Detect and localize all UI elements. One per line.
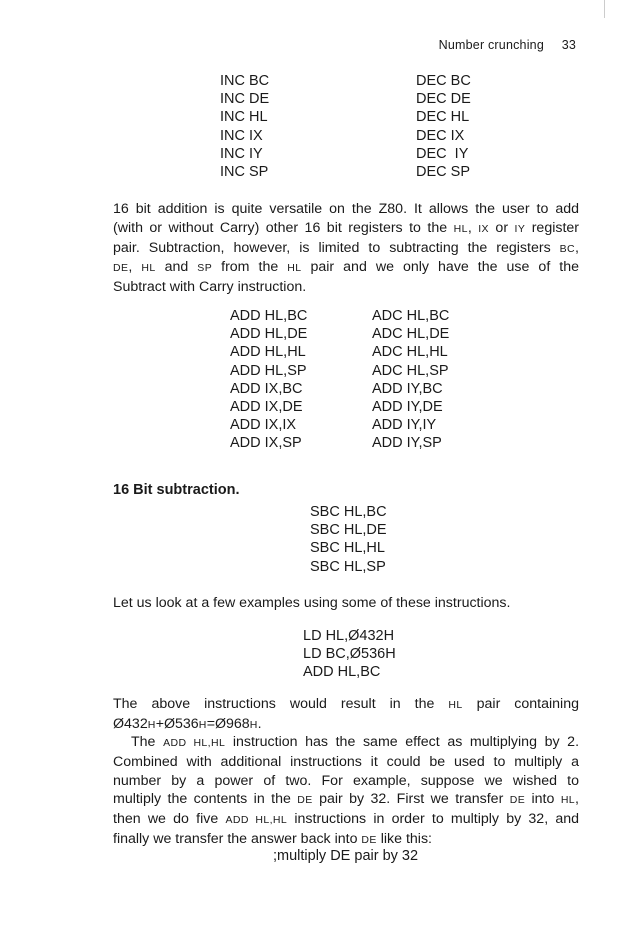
code-line: SBC HL,SP — [310, 558, 386, 575]
examples-intro — [113, 594, 579, 613]
text-line: Let us look at a few examples using some of these instructions. — [113, 595, 511, 611]
text-line: finally we transfer the answer back into DE like this: — [113, 830, 432, 847]
paragraph-addition — [113, 200, 579, 297]
paragraph-result — [113, 695, 579, 735]
text-line: pair. Subtraction, however, is limited to subtracting the registers BC, — [113, 239, 579, 256]
code-line: INC SP — [220, 164, 269, 181]
code-line: ADC HL,SP — [372, 362, 449, 379]
add-column — [230, 307, 307, 453]
code-line: SBC HL,HL — [310, 540, 385, 557]
inc-column — [220, 72, 269, 181]
section-heading: 16 Bit subtraction. — [113, 482, 240, 498]
code-line: ADC HL,BC — [372, 308, 450, 324]
code-line: ADD IY,DE — [372, 399, 443, 416]
code-line: ADD IX,SP — [230, 435, 302, 452]
code-line: ADD IX,DE — [230, 399, 303, 416]
sbc-column — [310, 503, 387, 576]
adc-column — [372, 307, 449, 453]
code-line: LD BC,Ø536H — [303, 646, 396, 663]
code-line: INC IY — [220, 145, 263, 162]
code-line: INC DE — [220, 91, 270, 108]
code-line: LD HL,Ø432H — [303, 628, 395, 644]
code-line: SBC HL,BC — [310, 504, 387, 520]
code-line: DEC HL — [416, 109, 470, 126]
code-line: ADC HL,HL — [372, 344, 448, 361]
code-line: ADC HL,DE — [372, 326, 450, 343]
code-line: DEC DE — [416, 91, 471, 108]
code-line: SBC HL,DE — [310, 522, 387, 539]
code-line: DEC IY — [416, 145, 469, 162]
code-line: ADD HL,BC — [303, 664, 381, 681]
page-edge-mark — [604, 0, 605, 18]
text-line: Subtract with Carry instruction. — [113, 279, 307, 296]
text-line: Ø432H+Ø536H=Ø968H. — [113, 715, 262, 732]
header-title: Number crunching — [438, 38, 544, 52]
code-line: ADD IX,BC — [230, 380, 303, 397]
code-line: ADD HL,HL — [230, 344, 306, 361]
code-line: INC BC — [220, 73, 270, 89]
code-line: INC HL — [220, 109, 268, 126]
code-comment: ;multiply DE pair by 32 — [273, 848, 419, 864]
text-line: multiply the contents in the DE pair by 32. First we transfer DE into HL, — [113, 791, 579, 808]
code-line: INC IX — [220, 127, 263, 144]
code-line: DEC SP — [416, 164, 470, 181]
text-line: number by a power of two. For example, suppose we wished to — [113, 772, 579, 789]
text-line: The above instructions would result in the HL pair containing — [113, 696, 579, 712]
paragraph-multiply — [113, 733, 579, 850]
text-line: then we do five ADD HL,HL instructions in order to multiply by 32, and — [113, 811, 580, 828]
code-line: ADD IY,BC — [372, 380, 443, 397]
code-line: ADD IX,IX — [230, 417, 297, 434]
text-line: 16 bit addition is quite versatile on the Z80. It allows the user to add — [113, 201, 579, 217]
page-number: 33 — [561, 38, 576, 52]
dec-column — [416, 72, 471, 181]
code-line: ADD IY,IY — [372, 417, 437, 434]
code-line: ADD HL,SP — [230, 362, 307, 379]
text-line: The ADD HL,HL instruction has the same effect as multiplying by 2. — [131, 734, 580, 750]
text-line: (with or without Carry) other 16 bit registers to the HL, IX or IY register — [113, 219, 580, 236]
code-line: ADD IY,SP — [372, 435, 442, 452]
running-header — [439, 38, 576, 52]
code-line: DEC BC — [416, 73, 471, 89]
text-line: Combined with additional instructions it could be used to multiply a — [113, 753, 579, 770]
code-line: DEC IX — [416, 127, 465, 144]
text-line: DE, HL and SP from the HL pair and we only have the use of the — [113, 259, 579, 276]
example-code — [303, 627, 396, 682]
code-line: ADD HL,BC — [230, 308, 308, 324]
code-line: ADD HL,DE — [230, 326, 308, 343]
